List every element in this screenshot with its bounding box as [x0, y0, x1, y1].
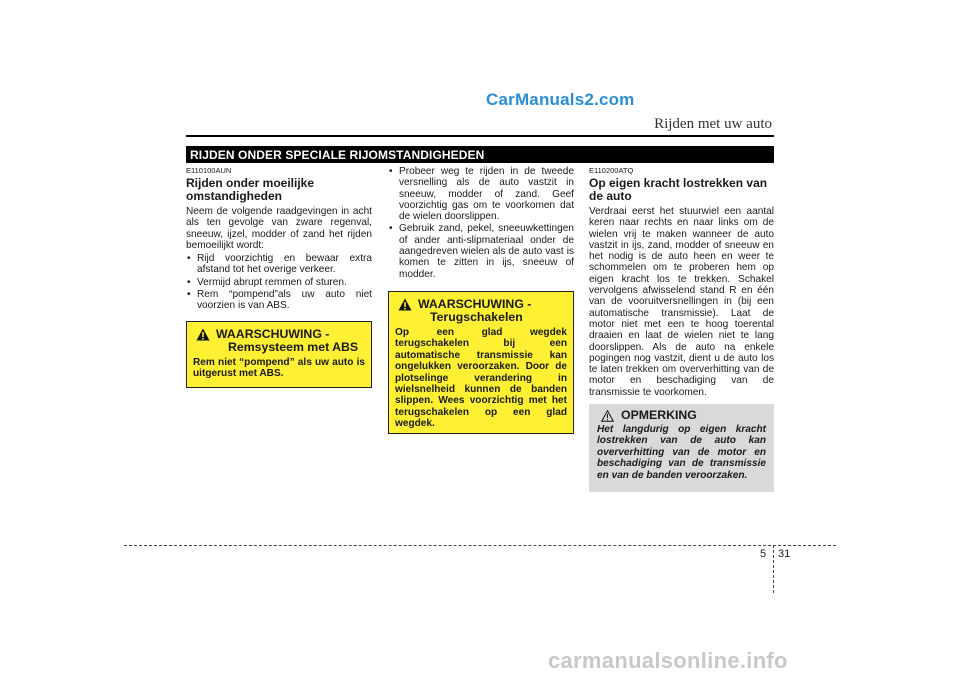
warning-subtitle: Remsysteem met ABS — [228, 340, 359, 354]
warning-header — [395, 298, 567, 324]
column-2 — [388, 166, 574, 281]
note-header — [597, 410, 766, 422]
warning-text: Rem niet “pompend” als uw auto is uitgerust met ABS. — [193, 357, 365, 380]
warning-box-abs — [186, 321, 372, 388]
warning-subtitle: Terugschakelen — [430, 310, 523, 324]
section-code: E110200ATQ — [589, 166, 634, 175]
warning-title: WAARSCHUWING - — [216, 327, 330, 341]
list-item: • Probeer weg te rijden in de tweede versnelling als de auto vastzit in sneeuw, modder of zand. Geef voorzichtig gas om te voorkomen dat de wielen doorslippen. — [388, 166, 574, 222]
warning-triangle-icon — [196, 328, 210, 341]
header-rule — [186, 135, 774, 137]
list-item: • Vermijd abrupt remmen of sturen. — [186, 277, 372, 288]
advice-list — [186, 253, 372, 311]
section-title-bar — [186, 146, 774, 163]
body-paragraph: Verdraai eerst het stuurwiel een aantal keren naar rechts en naar links om de wielen vrij te maken wanneer de auto vastzit in ijs, zand, modder of sneeuw en het nodig is de auto heen en weer te schommelen om te proberen hem op eigen kracht los te trekken. Schakel vervolgens afwisselend stand R en één van de vooruitversnellingen in (bij een automatische transmissie). Laat de motor niet met een te hoog toerental draaien en laat de wielen niet te lang doorslippen. Als de auto na enkele pogingen nog vastzit, dient u de auto los te laten trekken om oververhitting van de motor en beschadiging van de transmissie te voorkomen. — [589, 206, 774, 398]
warning-triangle-icon — [398, 298, 412, 311]
section-heading: Rijden onder moeilijke omstandigheden — [186, 176, 315, 203]
column-1 — [186, 166, 372, 313]
chapter-title: Rijden met uw auto — [654, 116, 772, 132]
chapter-number: 5 — [760, 548, 767, 560]
warning-header — [193, 328, 365, 354]
list-item: • Gebruik zand, pekel, sneeuwkettingen of ander anti-slipmateriaal onder de aangedreven wielen als de auto vast is komen te zitten in ijs, sneeuw of modder. — [388, 223, 574, 279]
watermark-bottom: carmanualsonline.info — [548, 648, 788, 673]
note-text: Het langdurig op eigen kracht lostrekken van de auto kan oververhitting van de motor en beschadiging van de transmissie en van de banden veroorzaken. — [597, 424, 766, 481]
list-item: • Rem “pompend”als uw auto niet voorzien is van ABS. — [186, 289, 372, 312]
note-box — [589, 404, 774, 492]
column-3 — [589, 166, 774, 400]
caution-triangle-icon — [601, 410, 614, 422]
advice-list — [388, 166, 574, 280]
warning-title: WAARSCHUWING - — [418, 297, 532, 311]
list-item: • Rijd voorzichtig en bewaar extra afstand tot het overige verkeer. — [186, 253, 372, 276]
footer-divider — [773, 545, 774, 593]
intro-paragraph: Neem de volgende raadgevingen in acht als ten gevolge van zware regenval, sneeuw, ijzel, modder of zand het rijden bemoeilijkt wordt: — [186, 206, 372, 251]
section-code: E110100AUN — [186, 166, 232, 175]
warning-box-downshift — [388, 291, 574, 434]
section-heading: Op eigen kracht lostrekken van de auto — [589, 176, 768, 203]
section-title: RIJDEN ONDER SPECIALE RIJOMSTANDIGHEDEN — [190, 147, 485, 162]
watermark-top: CarManuals2.com — [486, 90, 635, 109]
warning-text: Op een glad wegdek terugschakelen bij een automatische transmissie kan ongelukken veroorzaken. Door de plotselinge verandering in wielsnelheid kunnen de banden slippen. Wees voorzichtig met het terugschakelen op een glad wegdek. — [395, 327, 567, 430]
page-number: 31 — [778, 548, 791, 560]
footer-rule — [124, 545, 836, 546]
note-title: OPMERKING — [621, 408, 697, 423]
